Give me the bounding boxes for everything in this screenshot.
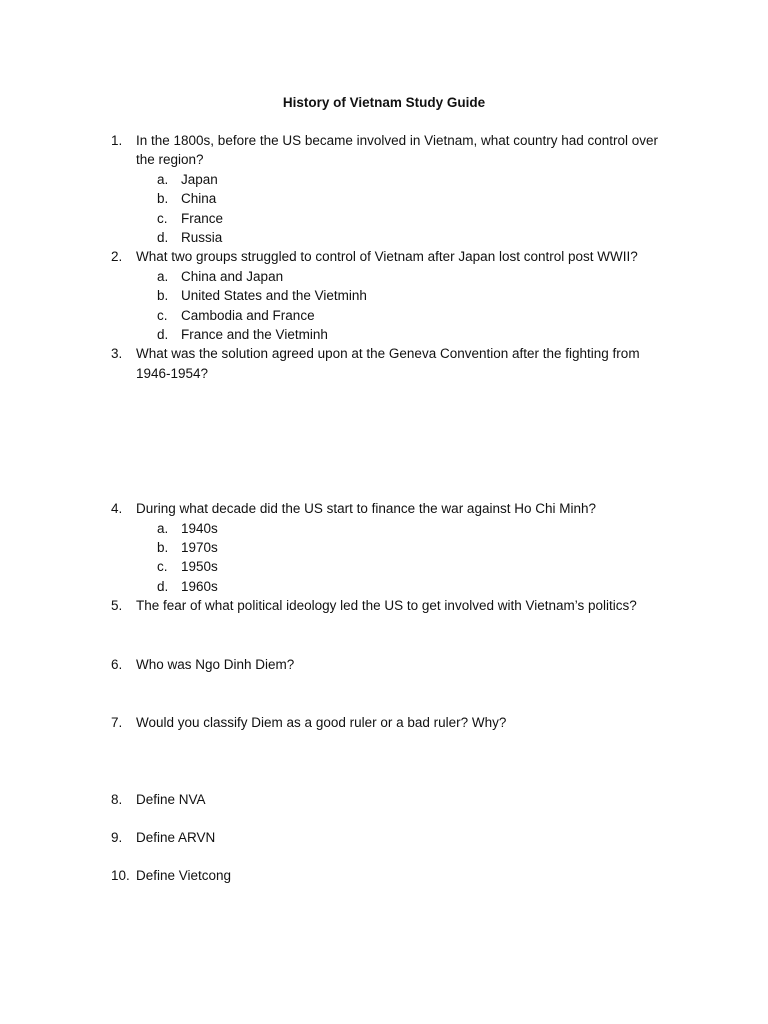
option-text: China	[181, 191, 217, 207]
question-7	[0, 713, 768, 732]
option-text: France	[181, 210, 224, 226]
question-number: 7.	[111, 714, 123, 730]
option-text: 1950s	[181, 559, 218, 575]
option-text: Japan	[181, 171, 218, 187]
question-5	[0, 596, 768, 615]
answer-option	[0, 557, 768, 576]
question-text: During what decade did the US start to finance the war against Ho Chi Minh?	[136, 501, 597, 517]
answer-option	[0, 267, 768, 286]
document-title: History of Vietnam Study Guide	[282, 95, 486, 110]
question-number: 4.	[111, 501, 123, 517]
option-letter: a.	[157, 171, 169, 187]
question-number: 3.	[111, 346, 123, 362]
answer-option	[0, 170, 768, 189]
answer-options	[0, 170, 768, 248]
question-number: 9.	[111, 829, 123, 845]
option-text: United States and the Vietminh	[181, 288, 367, 304]
option-letter: d.	[157, 326, 169, 342]
question-9	[0, 828, 768, 847]
question-text: Would you classify Diem as a good ruler or a bad ruler? Why?	[136, 714, 507, 730]
option-text: France and the Vietminh	[181, 326, 328, 342]
answer-option	[0, 519, 768, 538]
question-text: What two groups struggled to control of Vietnam after Japan lost control post WWII?	[136, 249, 638, 265]
question-8	[0, 790, 768, 809]
answer-option	[0, 228, 768, 247]
answer-option	[0, 306, 768, 325]
question-number: 10.	[111, 868, 130, 884]
question-text: Define NVA	[136, 792, 206, 808]
answer-space	[0, 810, 768, 828]
option-letter: a.	[157, 268, 169, 284]
answer-space	[0, 616, 768, 655]
question-list	[0, 131, 768, 886]
option-text: Cambodia and France	[181, 307, 315, 323]
answer-space	[0, 847, 768, 866]
question-6	[0, 655, 768, 674]
option-letter: a.	[157, 520, 169, 536]
question-number: 8.	[111, 792, 123, 808]
answer-option	[0, 189, 768, 208]
answer-option	[0, 577, 768, 596]
option-text: 1940s	[181, 520, 218, 536]
question-1	[0, 131, 768, 247]
question-text: Define Vietcong	[136, 868, 232, 884]
question-text: In the 1800s, before the US became involved in Vietnam, what country had control over the region?	[136, 133, 659, 168]
question-4	[0, 499, 768, 596]
option-text: China and Japan	[181, 268, 284, 284]
question-number: 6.	[111, 656, 123, 672]
option-letter: b.	[157, 191, 169, 207]
answer-option	[0, 538, 768, 557]
option-letter: d.	[157, 578, 169, 594]
answer-space	[0, 732, 768, 790]
question-3	[0, 344, 768, 383]
question-text: The fear of what political ideology led the US to get involved with Vietnam’s politics?	[136, 598, 637, 614]
question-number: 1.	[111, 133, 123, 148]
answer-option	[0, 286, 768, 305]
answer-space	[0, 674, 768, 713]
question-2	[0, 247, 768, 344]
answer-option	[0, 209, 768, 228]
question-text: Who was Ngo Dinh Diem?	[136, 656, 295, 672]
answer-options	[0, 519, 768, 597]
option-text: 1960s	[181, 578, 218, 594]
option-letter: b.	[157, 288, 169, 304]
question-number: 5.	[111, 598, 123, 614]
answer-space	[0, 383, 768, 499]
option-text: Russia	[181, 229, 223, 245]
question-number: 2.	[111, 249, 123, 265]
answer-option	[0, 325, 768, 344]
option-letter: c.	[157, 307, 168, 323]
option-letter: b.	[157, 539, 169, 555]
option-letter: c.	[157, 559, 168, 575]
answer-options	[0, 267, 768, 345]
question-text: Define ARVN	[136, 829, 216, 845]
question-10	[0, 866, 768, 885]
option-letter: d.	[157, 229, 169, 245]
option-text: 1970s	[181, 539, 218, 555]
option-letter: c.	[157, 210, 168, 226]
question-text: What was the solution agreed upon at the Geneva Convention after the fighting from 1946-1954?	[136, 346, 640, 381]
